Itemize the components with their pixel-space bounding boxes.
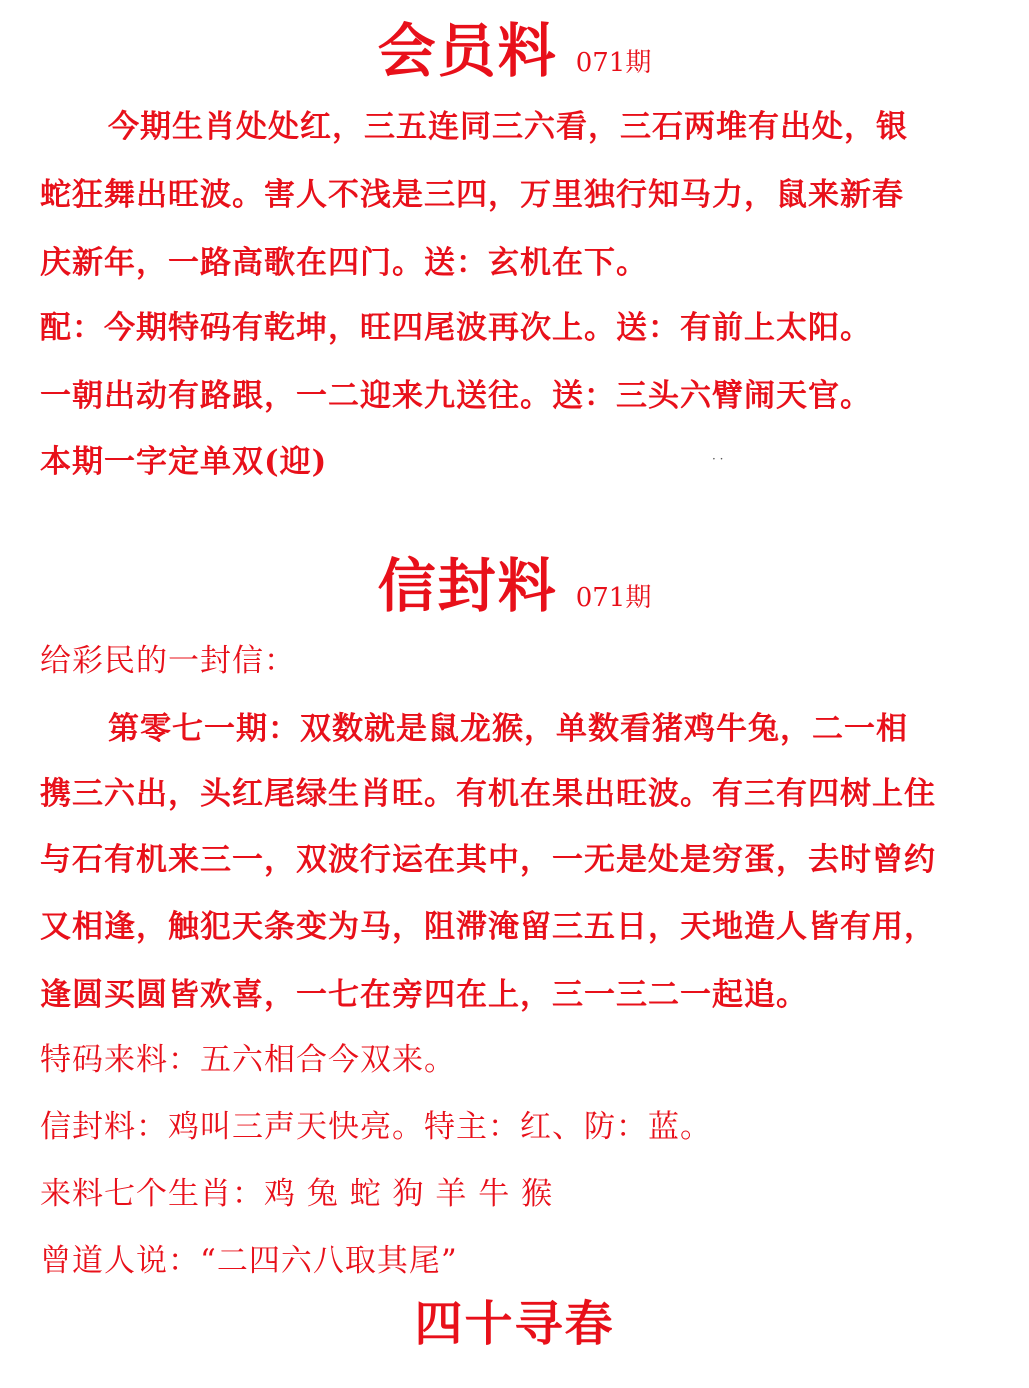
section2-line-4: 又相逢，触犯天条变为马，阻滞淹留三五日，天地造人皆有用， — [40, 909, 936, 945]
section2-line-1: 第零七一期：双数就是鼠龙猴，单数看猪鸡牛兔，二一相 — [108, 711, 908, 747]
section2-title — [0, 552, 1029, 620]
section2-line-3: 与石有机来三一，双波行运在其中，一无是处是穷蛋，去时曾约 — [40, 842, 936, 878]
section2-line-2: 携三六出，头红尾绿生肖旺。有机在果出旺波。有三有四树上住 — [40, 776, 936, 812]
section1-line-5: 一朝出动有路跟，一二迎来九送往。送：三头六臂闹天官。 — [40, 378, 872, 414]
section3-title: 四十寻春 — [414, 1296, 615, 1352]
section2-extra-3: 来料七个生肖：鸡 兔 蛇 狗 羊 牛 猴 — [40, 1176, 554, 1212]
section1-issue: 071期 — [575, 48, 652, 78]
section2-issue: 071期 — [575, 583, 652, 613]
section1-title — [0, 17, 1029, 85]
section2-line-5: 逢圆买圆皆欢喜，一七在旁四在上，三一三二一起追。 — [40, 977, 808, 1013]
section1-title-text: 会员料 — [377, 17, 558, 85]
section2-title-text: 信封料 — [377, 552, 558, 620]
section1-line-1: 今期生肖处处红，三五连同三六看，三石两堆有出处，银 — [108, 109, 908, 145]
section1-line-3: 庆新年，一路高歌在四门。送：玄机在下。 — [40, 245, 648, 281]
section2-extra-1: 特码来料：五六相合今双来。 — [40, 1042, 456, 1078]
section2-extra-4: 曾道人说：“二四六八取其尾” — [40, 1243, 458, 1279]
section2-extra-2: 信封料：鸡叫三声天快亮。特主：红、防：蓝。 — [40, 1109, 712, 1145]
stray-dots: · · — [712, 452, 724, 466]
section2-greeting: 给彩民的一封信： — [40, 643, 296, 679]
section1-line-6: 本期一字定单双(迎) — [40, 444, 328, 480]
section1-line-2: 蛇狂舞出旺波。害人不浅是三四，万里独行知马力，鼠来新春 — [40, 177, 904, 213]
section1-line-4: 配：今期特码有乾坤，旺四尾波再次上。送：有前上太阳。 — [40, 310, 872, 346]
